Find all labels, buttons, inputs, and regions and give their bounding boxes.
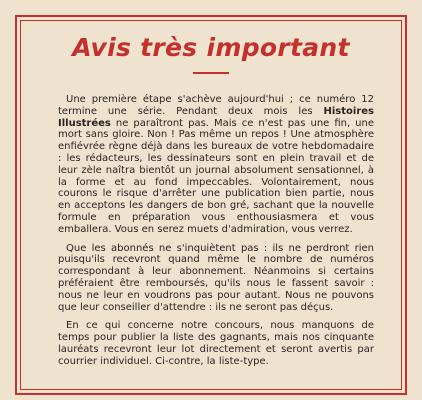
paragraph-first-step <box>58 94 374 236</box>
paragraph-first-step-rest: ne paraîtront pas. Mais ce n'est pas une fin, une mort sans gloire. Non ! Pas même un repos ! Une atmosphère enfiévrée règne déjà dans les bureaux de votre hebdomadaire : les rédacteurs, les dessinateurs sont en plein travail et de leur zèle naîtra bientôt un journal absolument sensationnel, à la forme et au fond impeccables. Volontairement, nous courons le risque d'arrêter une publication bien partie, nous en acceptons les dangers de bon gré, sachant que la nouvelle formule en préparation vous enthousiasmera et vous emballera. Vous en serez muets d'admiration, vous verrez. <box>58 117 374 235</box>
publication-name: Histoires Illustrées <box>58 105 374 129</box>
notice-title: Avis très important <box>72 33 350 62</box>
paragraph-contest: En ce qui concerne notre concours, nous manquons de temps pour publier la liste des gagnants, mais nos cinquante lauréats recevront leur lot directement et seront avertis par courrier individuel. Ci-contre, la liste-type. <box>58 320 374 367</box>
notice-body <box>58 94 374 368</box>
paragraph-first-step-lead: Une première étape s'achève aujourd'hui ; ce numéro 12 termine une série. Pendant deux mois les <box>58 94 374 117</box>
title-underline-rule <box>193 72 229 74</box>
paragraph-subscribers: Que les abonnés ne s'inquiètent pas : ils ne perdront rien puisqu'ils recevront quand même le nombre de numéros correspondant à leur abonnement. Néanmoins si certains préféraient être remboursés, qu'ils nous le fassent savoir : nous ne leur en voudrons pas pour autant. Nous ne pouvons que leur conseiller d'attendre : ils ne seront pas déçus. <box>58 242 374 313</box>
